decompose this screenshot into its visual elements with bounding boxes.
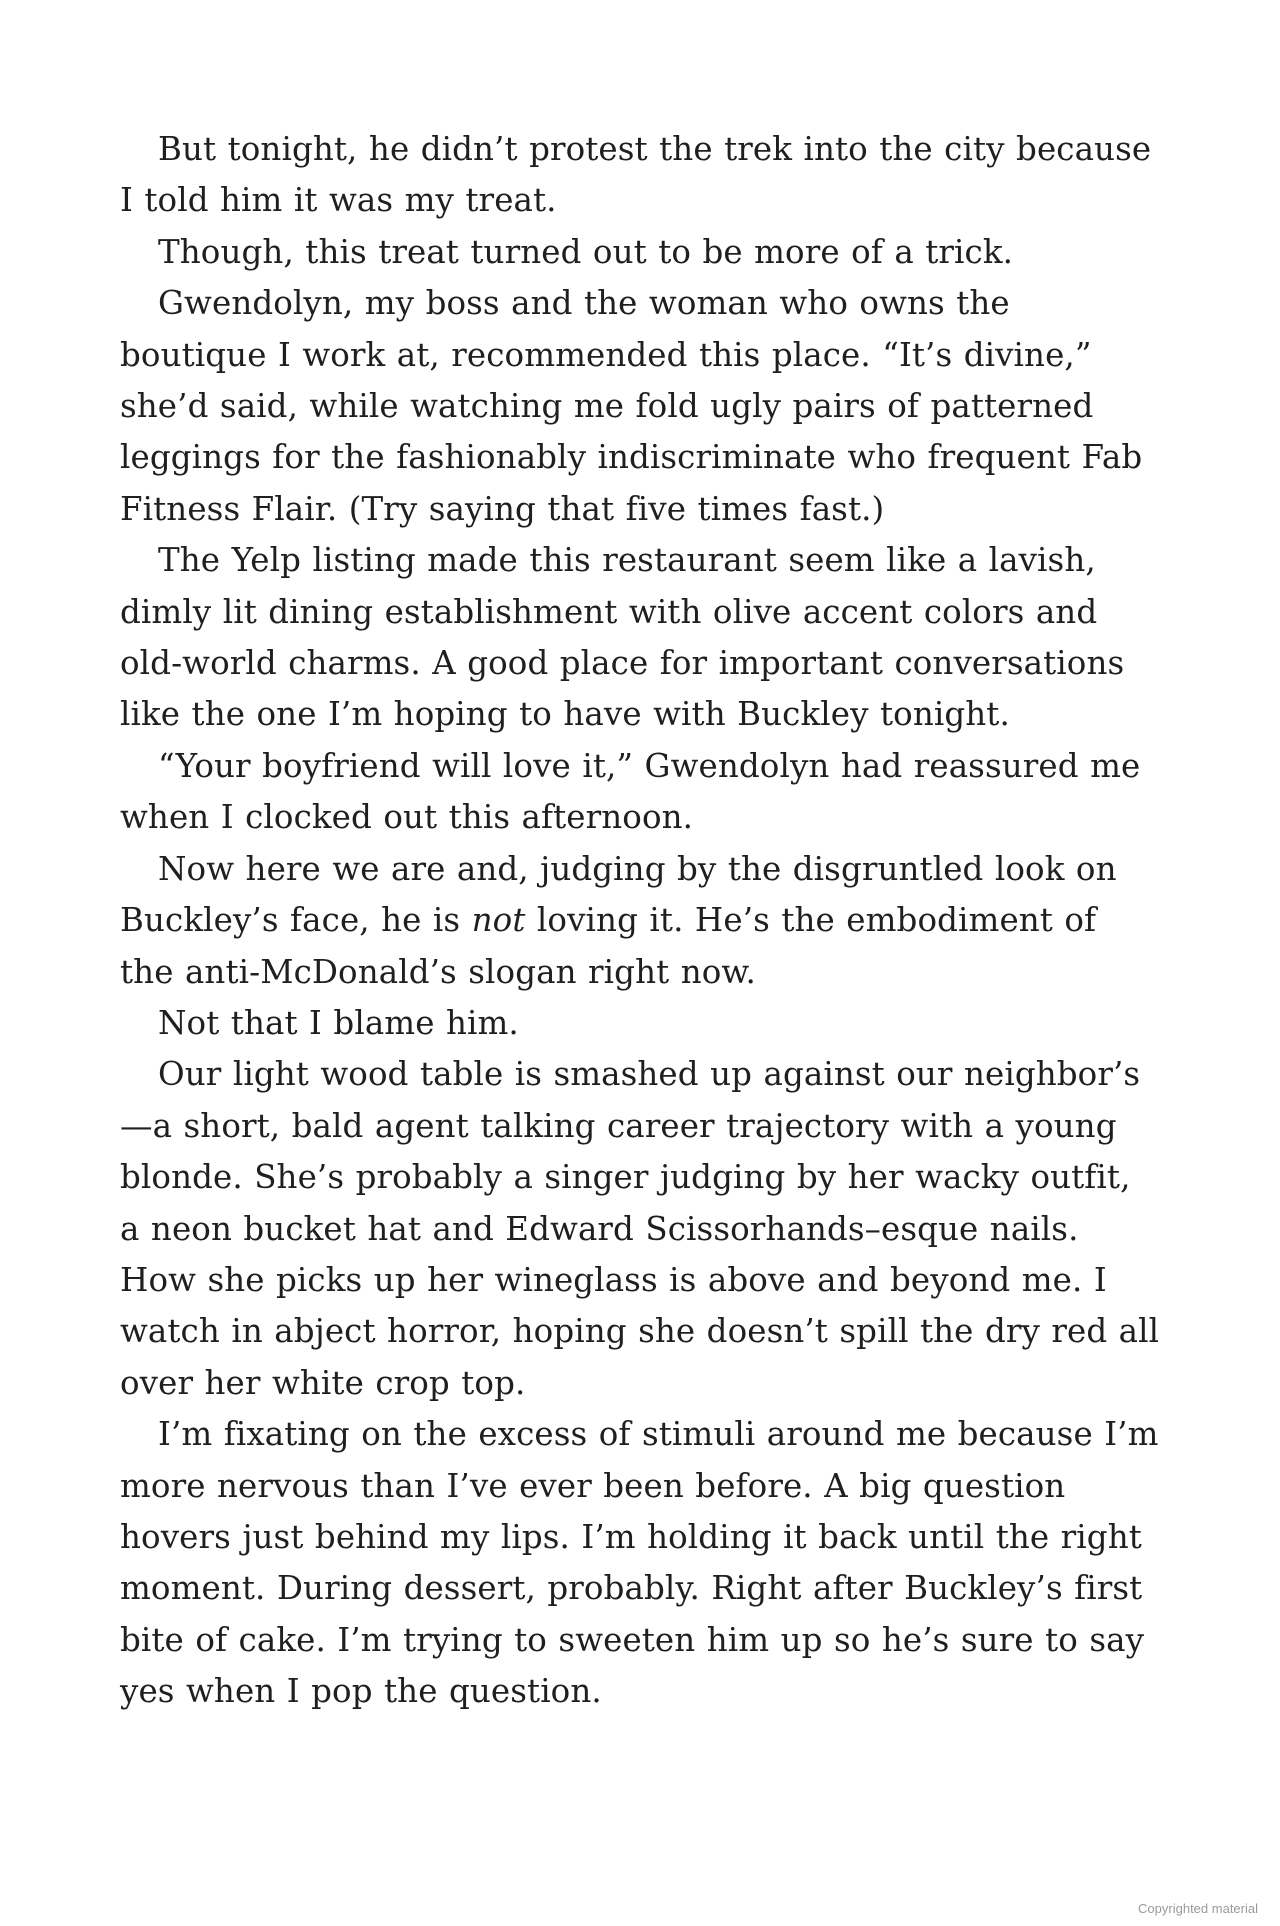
paragraph-5 (120, 741, 1160, 844)
paragraph-2 (120, 227, 1160, 278)
paragraph-text: I’m fixating on the excess of stimuli around me because I’m more nervous than I’ve ever been before. A big question hovers just behind my lips. I’m holding it back until the right moment. During dessert, probably. Right after Buckley’s first bite of cake. I’m trying to sweeten him up so he’s sure to say yes when I pop the question. (120, 1415, 1159, 1711)
paragraph-3 (120, 278, 1160, 535)
paragraph-4 (120, 535, 1160, 741)
paragraph-8 (120, 1049, 1160, 1409)
paragraph-7 (120, 998, 1160, 1049)
paragraph-text: Now here we are and, judging by the disgruntled look on Buckley’s face, he is (120, 849, 1117, 940)
paragraph-text: But tonight, he didn’t protest the trek into the city because I told him it was my treat. (120, 130, 1152, 220)
paragraph-9 (120, 1409, 1160, 1717)
paragraph-text: The Yelp listing made this restaurant seem like a lavish, dimly lit dining establishment with olive accent colors and old-world charms. A good place for important conversations like the one I’m hoping to have with Buckley tonight. (120, 541, 1125, 734)
paragraph-text: Our light wood table is smashed up against our neighbor’s—a short, bald agent talking career trajectory with a young blonde. She’s probably a singer judging by her wacky outfit, a neon bucket hat and Edward Scissorhands–esque nails. How she picks up her wineglass is above and beyond me. I watch in abject horror, hoping she doesn’t spill the dry red all over her white crop top. (120, 1055, 1160, 1402)
paragraph-text: Not that I blame him. (158, 1003, 519, 1042)
paragraph-text: Gwendolyn, my boss and the woman who owns the boutique I work at, recommended this place. “It’s divine,” she’d said, while watching me fold ugly pairs of patterned leggings for the fashionably indiscriminate who frequent Fab Fitness Flair. (Try saying that five times fast.) (120, 284, 1143, 528)
paragraph-text: loving it. He’s the embodiment of the anti-McDonald’s slogan right now. (120, 901, 1097, 991)
paragraph-6 (120, 844, 1160, 998)
paragraph-text: Though, this treat turned out to be more of a trick. (158, 232, 1014, 271)
emphasis-text: not (471, 901, 526, 940)
paragraph-1 (120, 124, 1160, 227)
paragraph-text: “Your boyfriend will love it,” Gwendolyn had reassured me when I clocked out this afternoon. (120, 746, 1141, 837)
copyright-watermark: Copyrighted material (1138, 1901, 1258, 1916)
page-body (120, 124, 1160, 1718)
